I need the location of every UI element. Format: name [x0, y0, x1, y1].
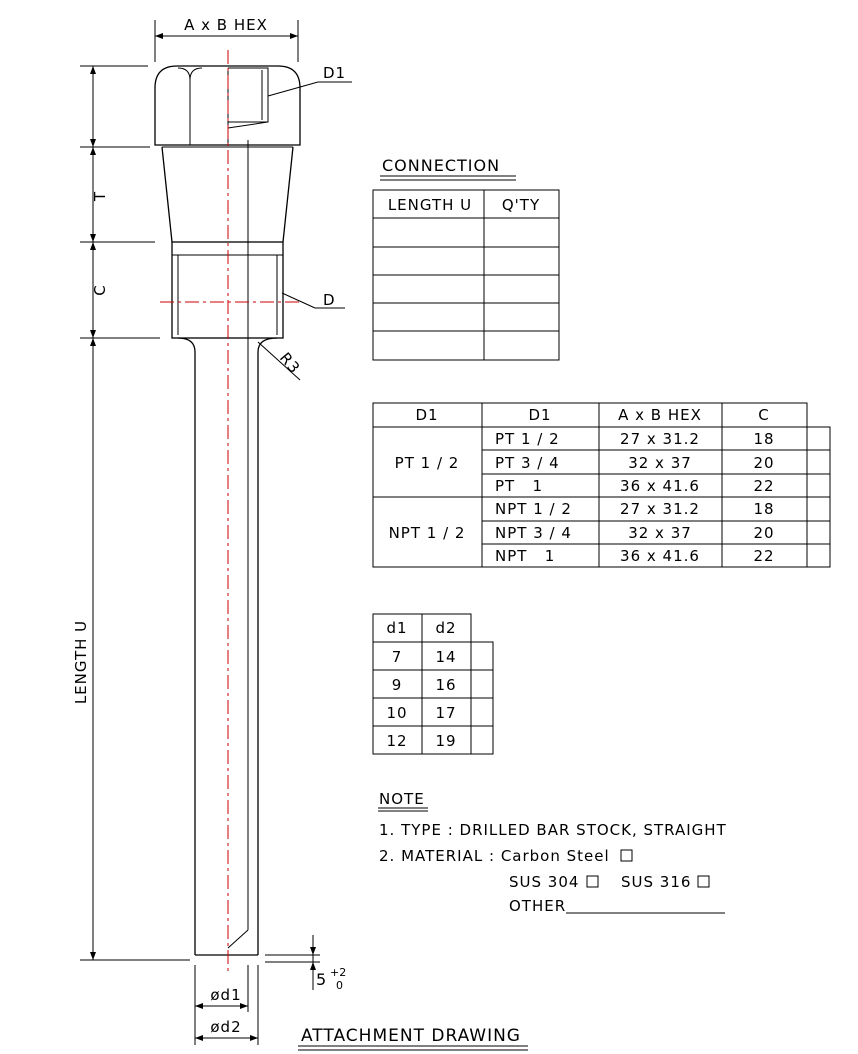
sus316-checkbox[interactable]: [698, 876, 709, 887]
bore-cell: 9: [391, 676, 403, 694]
note-line-2: 2. MATERIAL : Carbon Steel: [379, 847, 610, 865]
thread-group-pt: PT 1 / 2: [394, 454, 460, 472]
notes: [378, 790, 727, 915]
connection-header-length-u: LENGTH U: [387, 196, 473, 214]
bore-cell: 17: [435, 704, 457, 722]
bore-cell: 16: [435, 676, 457, 694]
thread-cell: 36 x 41.6: [620, 547, 700, 565]
thread-cell: 22: [753, 477, 775, 495]
d1-callout: D1: [323, 64, 347, 82]
note-title: NOTE: [379, 790, 425, 808]
od1-label: ød1: [210, 986, 242, 1004]
thread-cell: PT 1 / 2: [495, 430, 560, 448]
sus316-label: SUS 316: [621, 873, 692, 891]
sus304-label: SUS 304: [509, 873, 580, 891]
dimensions: [72, 16, 352, 1045]
thread-header-d1-b: D1: [528, 406, 552, 424]
thread-header-hex: A x B HEX: [618, 406, 702, 424]
connection-header-qty: Q'TY: [501, 196, 541, 214]
thread-cell: 20: [753, 454, 775, 472]
thread-cell: 20: [753, 524, 775, 542]
thread-cell: NPT 1: [495, 547, 556, 565]
thread-header-c: C: [758, 406, 770, 424]
attachment-drawing-title: ATTACHMENT DRAWING: [301, 1026, 521, 1046]
thread-cell: NPT 1 / 2: [495, 500, 572, 518]
other-label: OTHER: [509, 897, 567, 915]
bore-cell: 12: [386, 732, 408, 750]
thread-cell: 32 x 37: [628, 524, 692, 542]
thread-cell: 22: [753, 547, 775, 565]
thread-cell: 36 x 41.6: [620, 477, 700, 495]
tip-tol-lower: 0: [336, 979, 343, 992]
bore-cell: 7: [391, 648, 403, 666]
bore-cell: 10: [386, 704, 408, 722]
thread-cell: PT 3 / 4: [495, 454, 560, 472]
footer: [298, 1026, 528, 1050]
length-u-label: LENGTH U: [72, 619, 90, 705]
thread-cell: 18: [753, 500, 775, 518]
od2-label: ød2: [210, 1018, 242, 1036]
thread-table: [373, 403, 830, 567]
taper-left: [162, 147, 172, 242]
t-dim-label: T: [91, 190, 109, 202]
bore-cell: 19: [435, 732, 457, 750]
thread-cell: 18: [753, 430, 775, 448]
d-callout: D: [323, 291, 336, 309]
thread-cell: NPT 3 / 4: [495, 524, 572, 542]
thread-cell: 32 x 37: [628, 454, 692, 472]
note-line-1: 1. TYPE : DRILLED BAR STOCK, STRAIGHT: [379, 821, 727, 839]
carbon-steel-checkbox[interactable]: [621, 850, 632, 861]
hex-dim-label: A x B HEX: [184, 16, 268, 34]
thread-cell: 27 x 31.2: [620, 500, 700, 518]
thread-cell: 27 x 31.2: [620, 430, 700, 448]
sus304-checkbox[interactable]: [587, 876, 598, 887]
tip-tol-upper: +2: [330, 966, 347, 979]
bore-header-d1: d1: [386, 619, 408, 637]
r3-callout: R3: [275, 349, 304, 378]
connection-title: CONNECTION: [382, 156, 501, 175]
bore-table: [373, 614, 493, 754]
c-dim-label: C: [91, 284, 109, 296]
tip-dim-base: 5: [316, 970, 328, 989]
bore-header-d2: d2: [435, 619, 457, 637]
taper-right: [283, 147, 293, 242]
thread-group-npt: NPT 1 / 2: [388, 524, 466, 542]
thread-cell: PT 1: [495, 477, 544, 495]
bore-cell: 14: [435, 648, 457, 666]
connection-table: [373, 156, 559, 360]
thermowell-part: [155, 50, 300, 975]
thread-header-d1-a: D1: [415, 406, 439, 424]
